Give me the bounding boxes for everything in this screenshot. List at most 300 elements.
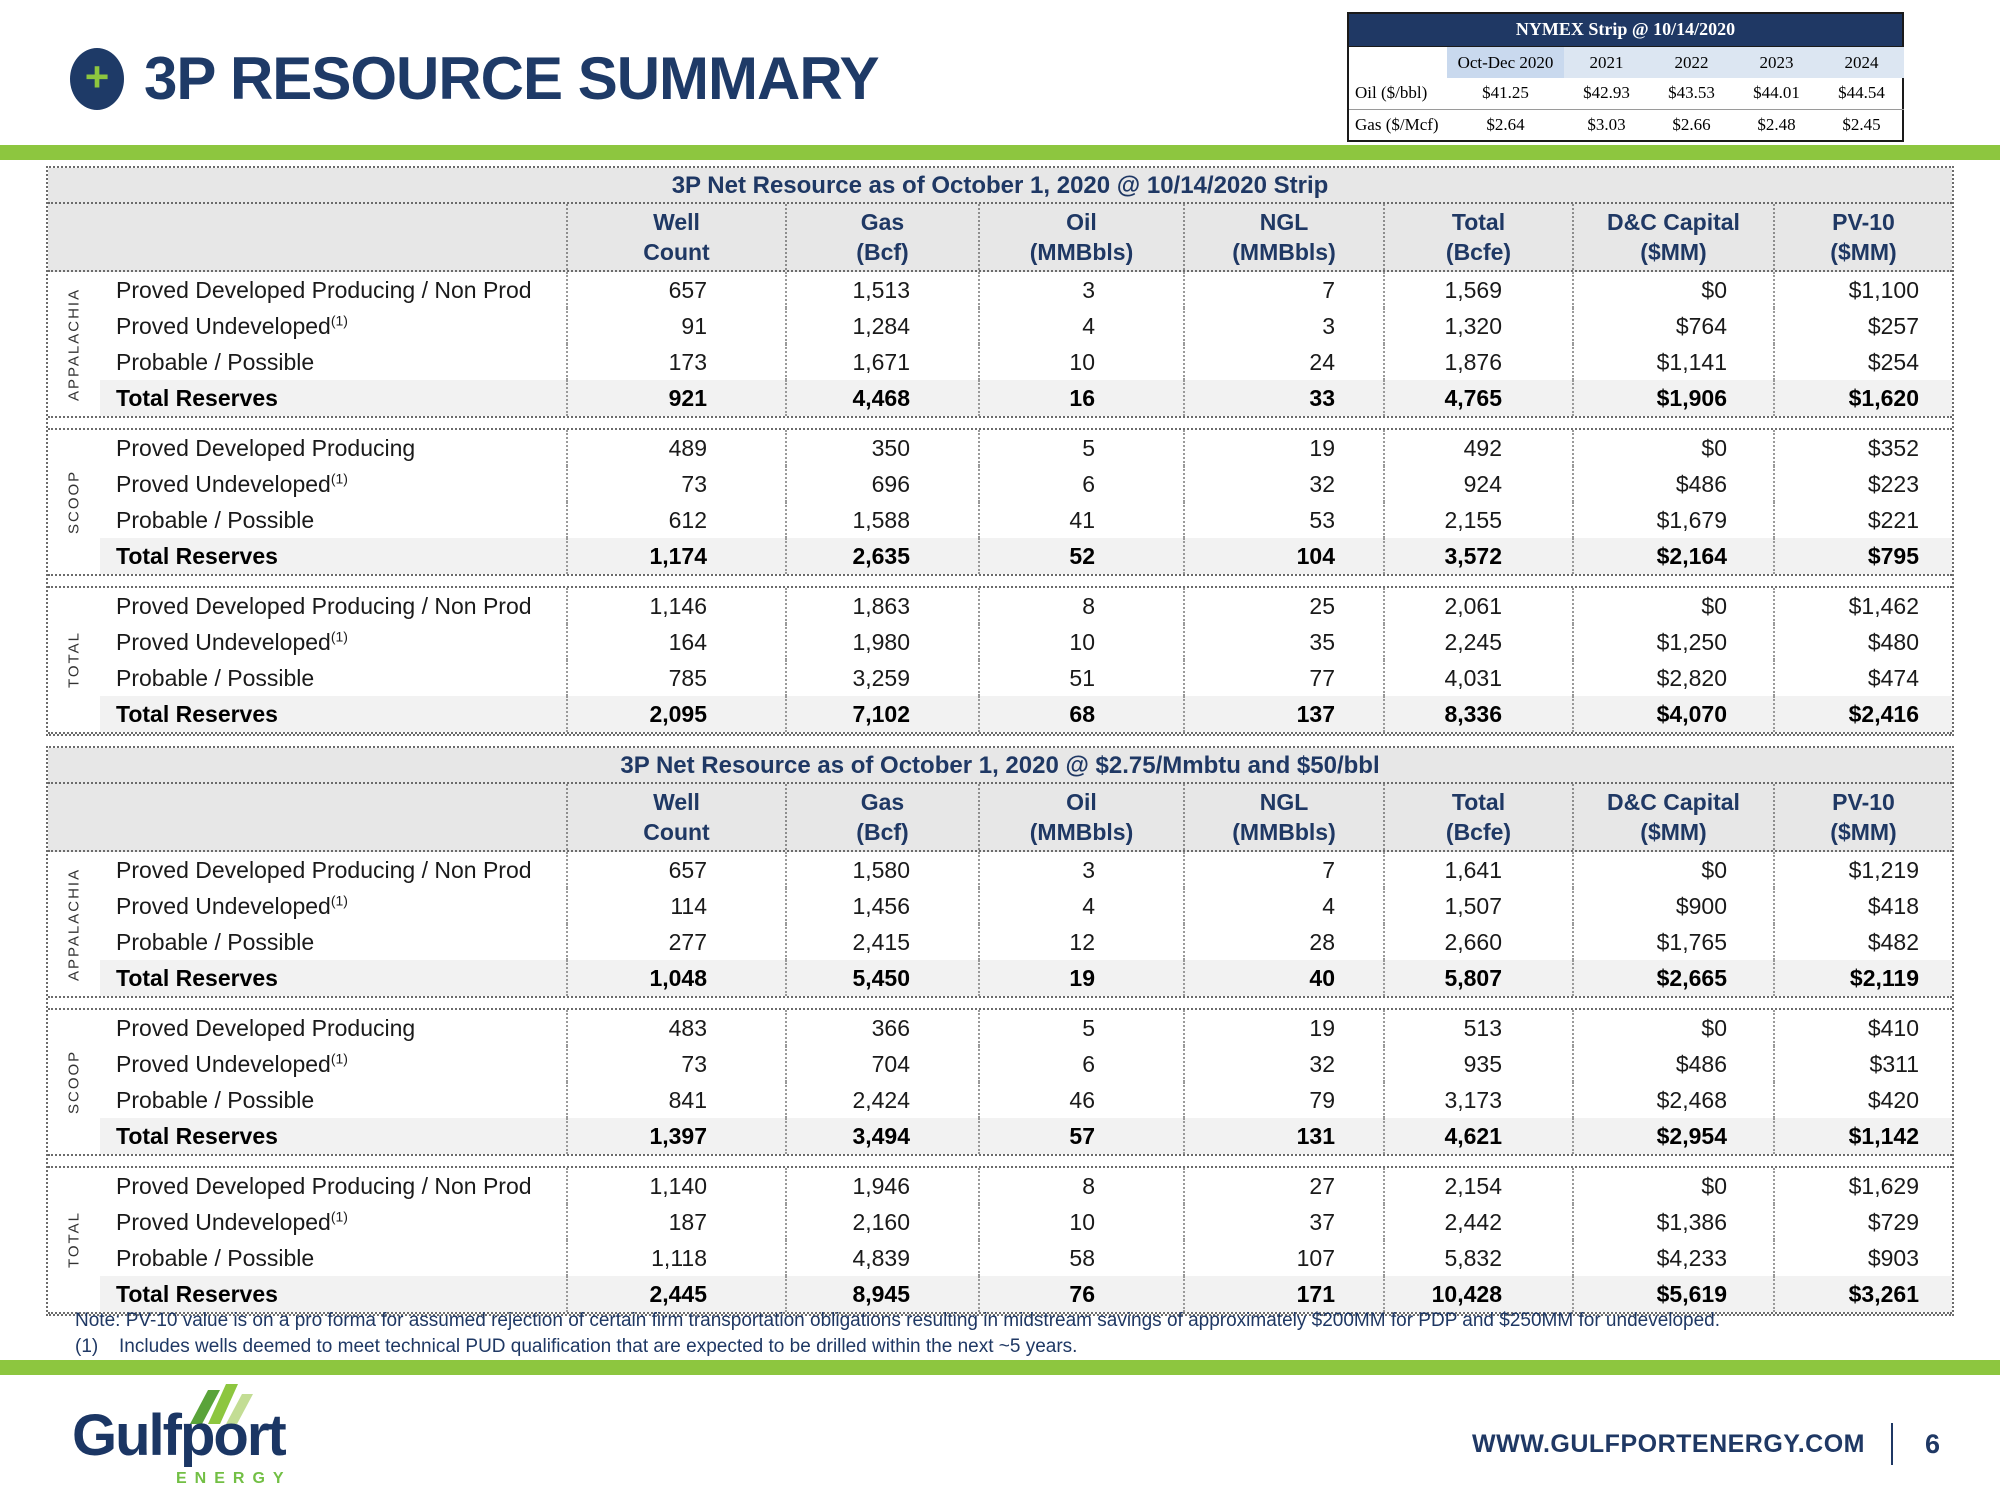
cell-value: $0	[1572, 852, 1773, 888]
col-header-line1: Oil	[1066, 209, 1097, 235]
cell-value: 657	[566, 852, 785, 888]
cell-value: 3	[978, 272, 1183, 308]
cell-value: $1,679	[1572, 502, 1773, 538]
col-header-line2: Count	[643, 239, 710, 265]
cell-value: 5,450	[785, 960, 978, 996]
cell-value: 489	[566, 430, 785, 466]
footnote-ref: (1)	[330, 892, 348, 909]
cell-value: 4,031	[1383, 660, 1572, 696]
cell-value: 7	[1183, 272, 1383, 308]
col-header-line2: (MMBbls)	[1029, 819, 1134, 845]
footnote-ref: (1)	[330, 1208, 348, 1225]
cell-value: 10	[978, 1204, 1183, 1240]
cell-value: 2,660	[1383, 924, 1572, 960]
cell-value: 1,507	[1383, 888, 1572, 924]
col-header	[1383, 784, 1572, 850]
cell-value: 2,445	[566, 1276, 785, 1312]
cell-value: 1,513	[785, 272, 978, 308]
cell-value: 114	[566, 888, 785, 924]
col-header-line2: (Bcfe)	[1445, 819, 1512, 845]
cell-value: 4	[978, 888, 1183, 924]
cell-value: $221	[1773, 502, 1952, 538]
cell-value: 41	[978, 502, 1183, 538]
cell-value: 5	[978, 1010, 1183, 1046]
table-section-scoop	[48, 428, 1952, 576]
cell-value: 1,641	[1383, 852, 1572, 888]
row-label: Proved Undeveloped$^{(1)}$	[116, 892, 348, 919]
cell-value: 3	[978, 852, 1183, 888]
cell-value: $0	[1572, 588, 1773, 624]
cell-value: 37	[1183, 1204, 1383, 1240]
cell-value: $1,386	[1572, 1204, 1773, 1240]
col-header-line2: ($MM)	[1640, 239, 1707, 265]
cell-value: 1,569	[1383, 272, 1572, 308]
cell-value: 8	[978, 588, 1183, 624]
row-label: Total Reserves	[100, 696, 566, 732]
col-header-line2: (Bcf)	[856, 239, 909, 265]
cell-value: 164	[566, 624, 785, 660]
top-accent-bar	[0, 145, 2000, 160]
cell-value: $223	[1773, 466, 1952, 502]
cell-value: 350	[785, 430, 978, 466]
col-header-line2: ($MM)	[1830, 239, 1897, 265]
cell-value: 107	[1183, 1240, 1383, 1276]
cell-value: 35	[1183, 624, 1383, 660]
cell-value: 19	[978, 960, 1183, 996]
section-label: SCOOP	[65, 1049, 83, 1115]
cell-value: 6	[978, 466, 1183, 502]
cell-value: 5	[978, 430, 1183, 466]
cell-value: 3	[1183, 308, 1383, 344]
nymex-title: NYMEX Strip @ 10/14/2020	[1349, 14, 1902, 47]
col-header-line1: NGL	[1259, 209, 1309, 235]
col-header-line1: PV-10	[1832, 789, 1895, 815]
cell-value: $420	[1773, 1082, 1952, 1118]
note-line: Note: PV-10 value is on a pro forma for assumed rejection of certain firm transportation obligations resulting in midstream savings of approximately $200MM for PDP and $250MM for undeveloped.	[75, 1310, 1721, 1331]
cell-value: $474	[1773, 660, 1952, 696]
cell-value: 921	[566, 380, 785, 416]
cell-value: 492	[1383, 430, 1572, 466]
section-label: SCOOP	[65, 469, 83, 535]
cell-value: 7	[1183, 852, 1383, 888]
cell-value: 137	[1183, 696, 1383, 732]
col-header	[1383, 204, 1572, 270]
cell-value: 2,245	[1383, 624, 1572, 660]
cell-value: 2,442	[1383, 1204, 1572, 1240]
cell-value: 3,173	[1383, 1082, 1572, 1118]
cell-value: 1,946	[785, 1168, 978, 1204]
table-section-total	[48, 586, 1952, 734]
cell-value: 131	[1183, 1118, 1383, 1154]
nymex-value: $2.48	[1757, 114, 1796, 134]
cell-value: 32	[1183, 1046, 1383, 1082]
cell-value: $482	[1773, 924, 1952, 960]
col-header-line1: D&C Capital	[1607, 789, 1740, 815]
nymex-table	[1349, 47, 1904, 140]
cell-value: 24	[1183, 344, 1383, 380]
col-header-line2: (Bcf)	[856, 819, 909, 845]
row-label: Proved Undeveloped$^{(1)}$	[116, 1208, 348, 1235]
cell-value: 924	[1383, 466, 1572, 502]
cell-value: $4,233	[1572, 1240, 1773, 1276]
row-label: Proved Developed Producing / Non Prod	[116, 1173, 532, 1199]
footnote-line	[75, 1334, 1955, 1360]
footer-right	[1472, 1422, 1940, 1466]
nymex-year-header: 2022	[1649, 47, 1734, 78]
cell-value: $480	[1773, 624, 1952, 660]
table-section-total	[48, 1166, 1952, 1314]
cell-value: 4,765	[1383, 380, 1572, 416]
footnote-ref: (1)	[330, 628, 348, 645]
col-header	[1773, 204, 1952, 270]
cell-value: 33	[1183, 380, 1383, 416]
cell-value: $2,954	[1572, 1118, 1773, 1154]
cell-value: $0	[1572, 272, 1773, 308]
row-label: Probable / Possible	[116, 1087, 315, 1113]
cell-value: $5,619	[1572, 1276, 1773, 1312]
cell-value: 91	[566, 308, 785, 344]
col-header	[1572, 784, 1773, 850]
cell-value: $2,416	[1773, 696, 1952, 732]
col-header	[978, 784, 1183, 850]
cell-value: $1,906	[1572, 380, 1773, 416]
nymex-value: $2.45	[1842, 114, 1881, 134]
row-label: Proved Undeveloped$^{(1)}$	[116, 1050, 348, 1077]
cell-value: $486	[1572, 466, 1773, 502]
cell-value: $3,261	[1773, 1276, 1952, 1312]
row-label: Probable / Possible	[116, 929, 315, 955]
nymex-value: $2.64	[1486, 114, 1525, 134]
col-header	[1572, 204, 1773, 270]
cell-value: 612	[566, 502, 785, 538]
col-header-line1: Total	[1451, 789, 1506, 815]
cell-value: 77	[1183, 660, 1383, 696]
cell-value: $4,070	[1572, 696, 1773, 732]
nymex-row-label: Oil ($/bbl)	[1349, 78, 1447, 109]
nymex-header-row	[1349, 47, 1904, 78]
cell-value: $311	[1773, 1046, 1952, 1082]
cell-value: $1,100	[1773, 272, 1952, 308]
nymex-value: $44.54	[1819, 78, 1904, 109]
cell-value: $0	[1572, 1010, 1773, 1046]
cell-value: 277	[566, 924, 785, 960]
col-header-line2: (MMBbls)	[1232, 239, 1336, 265]
cell-value: 785	[566, 660, 785, 696]
cell-value: $900	[1572, 888, 1773, 924]
plus-glyph: +	[84, 52, 110, 100]
cell-value: 19	[1183, 1010, 1383, 1046]
plus-icon	[70, 48, 124, 110]
col-header-line2: (MMBbls)	[1029, 239, 1134, 265]
table-title: 3P Net Resource as of October 1, 2020 @ 10/14/2020 Strip	[48, 168, 1952, 204]
nymex-year-header: 2024	[1819, 47, 1904, 78]
row-label: Probable / Possible	[116, 665, 315, 691]
cell-value: 1,580	[785, 852, 978, 888]
cell-value: 935	[1383, 1046, 1572, 1082]
cell-value: 1,174	[566, 538, 785, 574]
table-section-scoop	[48, 1008, 1952, 1156]
cell-value: 16	[978, 380, 1183, 416]
col-header	[978, 204, 1183, 270]
cell-value: 10	[978, 344, 1183, 380]
cell-value: 657	[566, 272, 785, 308]
logo-energy-label: ENERGY	[176, 1470, 292, 1487]
cell-value: 53	[1183, 502, 1383, 538]
row-label: Proved Undeveloped$^{(1)}$	[116, 470, 348, 497]
nymex-body	[1349, 78, 1904, 140]
cell-value: 704	[785, 1046, 978, 1082]
cell-value: 52	[978, 538, 1183, 574]
footnote-ref: (1)	[330, 312, 348, 329]
col-header	[1183, 784, 1383, 850]
row-label: Proved Developed Producing / Non Prod	[116, 857, 532, 883]
cell-value: 8,336	[1383, 696, 1572, 732]
cell-value: 4	[1183, 888, 1383, 924]
col-header-line1: D&C Capital	[1607, 209, 1740, 235]
cell-value: 3,572	[1383, 538, 1572, 574]
cell-value: $2,665	[1572, 960, 1773, 996]
section-gap	[48, 998, 1952, 1008]
cell-value: $1,250	[1572, 624, 1773, 660]
cell-value: 1,118	[566, 1240, 785, 1276]
cell-value: $486	[1572, 1046, 1773, 1082]
cell-value: 1,980	[785, 624, 978, 660]
col-header-line2: ($MM)	[1640, 819, 1707, 845]
section-gap	[48, 1156, 1952, 1166]
cell-value: 25	[1183, 588, 1383, 624]
cell-value: 4,468	[785, 380, 978, 416]
cell-value: $729	[1773, 1204, 1952, 1240]
col-header-line1: NGL	[1259, 789, 1309, 815]
cell-value: 366	[785, 1010, 978, 1046]
footnote-marker: (1)	[75, 1336, 99, 1357]
col-header-line2: ($MM)	[1830, 819, 1897, 845]
row-label: Total Reserves	[100, 380, 566, 416]
cell-value: 8,945	[785, 1276, 978, 1312]
cell-value: 76	[978, 1276, 1183, 1312]
cell-value: 68	[978, 696, 1183, 732]
page-title: 3P RESOURCE SUMMARY	[144, 45, 879, 112]
nymex-row	[1349, 78, 1904, 109]
cell-value: 27	[1183, 1168, 1383, 1204]
col-header-line1: Total	[1451, 209, 1506, 235]
resource-table-flat-pricing	[46, 746, 1954, 1316]
cell-value: 841	[566, 1082, 785, 1118]
resource-table-strip-pricing	[46, 166, 1954, 736]
col-header-line1: Well	[653, 789, 700, 815]
cell-value: 2,155	[1383, 502, 1572, 538]
cell-value: 1,397	[566, 1118, 785, 1154]
cell-value: 7,102	[785, 696, 978, 732]
cell-value: $1,765	[1572, 924, 1773, 960]
table-section-appalachia	[48, 852, 1952, 998]
cell-value: 19	[1183, 430, 1383, 466]
row-label: Total Reserves	[100, 1118, 566, 1154]
nymex-value: $43.53	[1649, 78, 1734, 109]
page-number: 6	[1924, 1428, 1940, 1459]
footer-divider	[1891, 1423, 1893, 1465]
col-header	[1183, 204, 1383, 270]
cell-value: $1,462	[1773, 588, 1952, 624]
cell-value: 173	[566, 344, 785, 380]
section-label: TOTAL	[65, 631, 83, 689]
cell-value: $795	[1773, 538, 1952, 574]
nymex-value: $2.66	[1672, 114, 1711, 134]
nymex-year-header: 2023	[1734, 47, 1819, 78]
row-label: Total Reserves	[100, 1276, 566, 1312]
col-header-line2: Count	[643, 819, 710, 845]
cell-value: 51	[978, 660, 1183, 696]
cell-value: $254	[1773, 344, 1952, 380]
cell-value: 2,424	[785, 1082, 978, 1118]
cell-value: 2,095	[566, 696, 785, 732]
col-header-line2: (MMBbls)	[1232, 819, 1336, 845]
row-label: Total Reserves	[100, 960, 566, 996]
slide-header	[70, 44, 878, 113]
col-header-line1: Oil	[1066, 789, 1097, 815]
cell-value: $257	[1773, 308, 1952, 344]
col-header	[566, 204, 785, 270]
cell-value: 10	[978, 624, 1183, 660]
cell-value: 73	[566, 1046, 785, 1082]
cell-value: 187	[566, 1204, 785, 1240]
cell-value: 3,259	[785, 660, 978, 696]
section-label: APPALACHIA	[65, 287, 83, 401]
col-header-line2: (Bcfe)	[1445, 239, 1512, 265]
col-header-line1: PV-10	[1832, 209, 1895, 235]
cell-value: 4	[978, 308, 1183, 344]
header-spacer	[48, 784, 566, 850]
cell-value: 5,807	[1383, 960, 1572, 996]
footnotes-block	[75, 1308, 1955, 1360]
col-header-line1: Gas	[860, 789, 905, 815]
nymex-value: $42.93	[1564, 78, 1649, 109]
table-header-row	[48, 784, 1952, 852]
nymex-value: $44.01	[1734, 78, 1819, 109]
cell-value: $2,468	[1572, 1082, 1773, 1118]
col-header	[785, 204, 978, 270]
cell-value: $418	[1773, 888, 1952, 924]
cell-value: 4,621	[1383, 1118, 1572, 1154]
nymex-corner-cell	[1349, 47, 1447, 78]
row-label: Probable / Possible	[116, 507, 315, 533]
row-label: Proved Developed Producing	[116, 435, 416, 461]
cell-value: $764	[1572, 308, 1773, 344]
cell-value: 3,494	[785, 1118, 978, 1154]
cell-value: 1,863	[785, 588, 978, 624]
cell-value: $1,219	[1773, 852, 1952, 888]
cell-value: $352	[1773, 430, 1952, 466]
nymex-value: $41.25	[1447, 78, 1564, 109]
cell-value: $2,820	[1572, 660, 1773, 696]
row-label: Proved Developed Producing / Non Prod	[116, 593, 532, 619]
cell-value: 57	[978, 1118, 1183, 1154]
cell-value: 10,428	[1383, 1276, 1572, 1312]
cell-value: 46	[978, 1082, 1183, 1118]
bottom-accent-bar	[0, 1360, 2000, 1375]
section-gap	[48, 418, 1952, 428]
nymex-year-header: 2021	[1564, 47, 1649, 78]
cell-value: 28	[1183, 924, 1383, 960]
cell-value: 1,140	[566, 1168, 785, 1204]
cell-value: 40	[1183, 960, 1383, 996]
cell-value: 104	[1183, 538, 1383, 574]
cell-value: 6	[978, 1046, 1183, 1082]
cell-value: 2,635	[785, 538, 978, 574]
cell-value: $0	[1572, 1168, 1773, 1204]
table-title: 3P Net Resource as of October 1, 2020 @ $2.75/Mmbtu and $50/bbl	[48, 748, 1952, 784]
footnote-ref: (1)	[330, 470, 348, 487]
row-label: Proved Developed Producing / Non Prod	[116, 277, 532, 303]
col-header	[1773, 784, 1952, 850]
cell-value: $2,164	[1572, 538, 1773, 574]
cell-value: 2,415	[785, 924, 978, 960]
cell-value: 2,160	[785, 1204, 978, 1240]
cell-value: $2,119	[1773, 960, 1952, 996]
cell-value: 1,146	[566, 588, 785, 624]
row-label: Probable / Possible	[116, 1245, 315, 1271]
cell-value: 5,832	[1383, 1240, 1572, 1276]
cell-value: 8	[978, 1168, 1183, 1204]
col-header	[785, 784, 978, 850]
cell-value: 79	[1183, 1082, 1383, 1118]
cell-value: 1,671	[785, 344, 978, 380]
table-header-row	[48, 204, 1952, 272]
cell-value: 2,154	[1383, 1168, 1572, 1204]
cell-value: $1,620	[1773, 380, 1952, 416]
cell-value: 1,876	[1383, 344, 1572, 380]
nymex-strip-panel	[1347, 12, 1904, 142]
col-header	[566, 784, 785, 850]
cell-value: 4,839	[785, 1240, 978, 1276]
section-gap	[48, 576, 1952, 586]
col-header-line1: Well	[653, 209, 700, 235]
row-label: Proved Undeveloped$^{(1)}$	[116, 628, 348, 655]
cell-value: $1,141	[1572, 344, 1773, 380]
cell-value: 2,061	[1383, 588, 1572, 624]
row-label: Probable / Possible	[116, 349, 315, 375]
cell-value: 73	[566, 466, 785, 502]
cell-value: 1,320	[1383, 308, 1572, 344]
gulfport-logo	[72, 1384, 312, 1490]
table-section-appalachia	[48, 272, 1952, 418]
footnote-text: Includes wells deemed to meet technical PUD qualification that are expected to be drilled within the next ~5 years.	[119, 1336, 1078, 1357]
section-label: APPALACHIA	[65, 867, 83, 981]
nymex-row-label: Gas ($/Mcf)	[1355, 114, 1439, 134]
header-spacer	[48, 204, 566, 270]
cell-value: 1,588	[785, 502, 978, 538]
nymex-value: $3.03	[1587, 114, 1626, 134]
cell-value: $1,142	[1773, 1118, 1952, 1154]
col-header-line1: Gas	[860, 209, 905, 235]
cell-value: $410	[1773, 1010, 1952, 1046]
cell-value: $0	[1572, 430, 1773, 466]
cell-value: 1,456	[785, 888, 978, 924]
cell-value: 1,048	[566, 960, 785, 996]
section-label: TOTAL	[65, 1211, 83, 1269]
cell-value: 513	[1383, 1010, 1572, 1046]
cell-value: 1,284	[785, 308, 978, 344]
cell-value: $1,629	[1773, 1168, 1952, 1204]
cell-value: 171	[1183, 1276, 1383, 1312]
logo-wordmark: Gulfport	[72, 1403, 285, 1468]
nymex-row	[1349, 109, 1904, 140]
row-label: Proved Developed Producing	[116, 1015, 416, 1041]
cell-value: 696	[785, 466, 978, 502]
row-label: Total Reserves	[100, 538, 566, 574]
cell-value: 12	[978, 924, 1183, 960]
nymex-year-header: Oct-Dec 2020	[1447, 47, 1564, 78]
